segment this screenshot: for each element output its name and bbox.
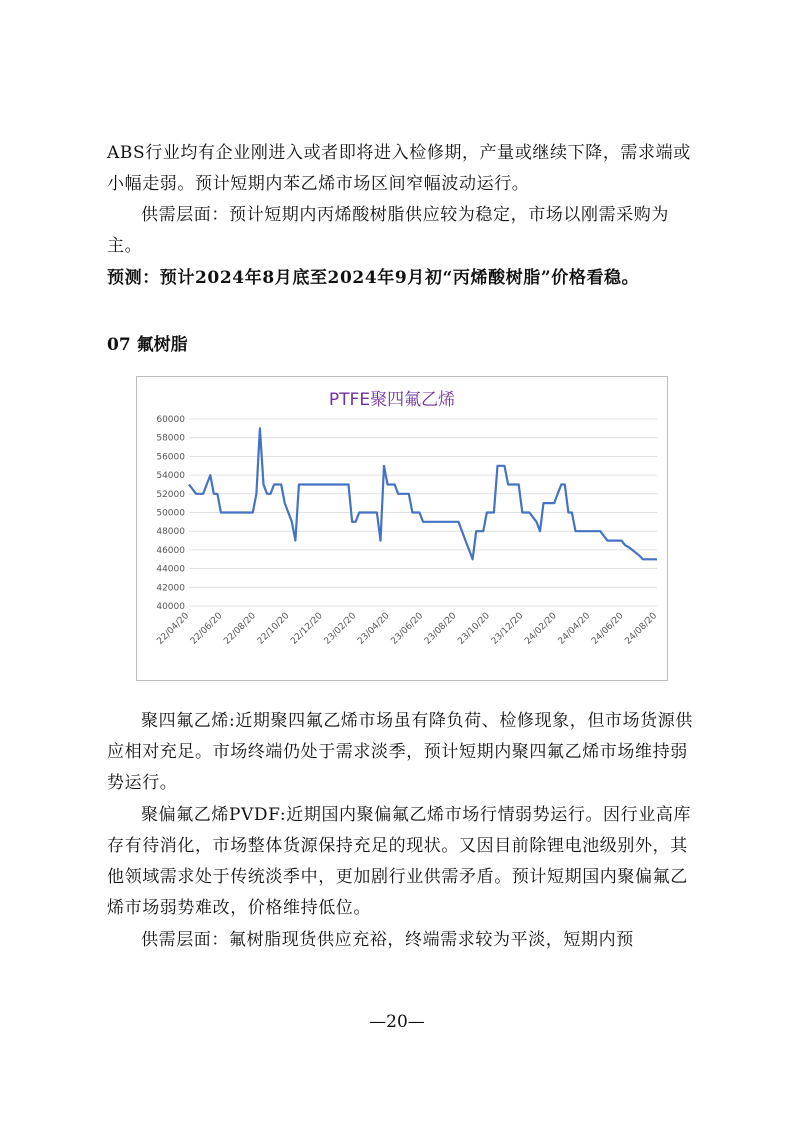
y-tick-label: 40000 <box>156 602 185 612</box>
x-tick-label: 22/06/20 <box>188 611 225 647</box>
x-tick-label: 22/10/20 <box>255 611 292 647</box>
paragraph-supply-demand-fluororesin: 供需层面：氟树脂现货供应充裕，终端需求较为平淡，短期内预 <box>141 930 634 950</box>
y-tick-label: 50000 <box>156 508 185 519</box>
chart-x-axis <box>155 611 659 647</box>
x-tick-label: 23/10/20 <box>456 611 492 647</box>
x-tick-label: 22/08/20 <box>222 611 258 647</box>
y-tick-label: 42000 <box>156 583 185 594</box>
x-tick-label: 22/04/20 <box>155 611 192 647</box>
paragraph-forecast-acrylic: 预测：预计2024年8月底至2024年9月初“丙烯酸树脂”价格看稳。 <box>107 268 640 288</box>
paragraph-supply-demand-acrylic: 供需层面：预计短期内丙烯酸树脂供应较为稳定，市场以刚需采购为主。 <box>107 205 669 256</box>
x-tick-label: 23/12/20 <box>489 611 526 647</box>
x-tick-label: 23/06/20 <box>389 611 426 647</box>
page-number: —20— <box>369 1012 425 1032</box>
y-tick-label: 54000 <box>156 471 185 482</box>
y-tick-label: 48000 <box>156 527 185 538</box>
y-tick-label: 46000 <box>156 545 185 556</box>
chart-title: PTFE聚四氟乙烯 <box>328 390 456 410</box>
chart-y-axis <box>156 415 185 612</box>
y-tick-label: 60000 <box>156 415 185 425</box>
chart-canvas <box>137 377 667 680</box>
y-tick-label: 56000 <box>156 452 185 463</box>
paragraph-abs-demand: ABS行业均有企业刚进入或者即将进入检修期，产量或继续下降，需求端或小幅走弱。预计短期内苯乙烯市场区间窄幅波动运行。 <box>107 143 691 194</box>
paragraph-ptfe-market: 聚四氟乙烯:近期聚四氟乙烯市场虽有降负荷、检修现象，但市场货源供应相对充足。市场终端仍处于需求淡季，预计短期内聚四氟乙烯市场维持弱势运行。 <box>107 711 693 793</box>
x-tick-label: 23/04/20 <box>356 611 392 647</box>
y-tick-label: 58000 <box>156 433 185 444</box>
x-tick-label: 24/02/20 <box>523 611 559 647</box>
x-tick-label: 24/08/20 <box>623 611 660 647</box>
paragraph-pvdf-market: 聚偏氟乙烯PVDF:近期国内聚偏氟乙烯市场行情弱势运行。因行业高库存有待消化，市场整体货源保持充足的现状。又因目前除锂电池级别外，其他领域需求处于传统淡季中，更加剧行业供需矛盾。预计短期国内聚偏氟乙烯市场弱势难改，价格维持低位。 <box>107 805 692 918</box>
y-tick-label: 44000 <box>156 564 185 575</box>
x-tick-label: 24/04/20 <box>556 611 593 647</box>
x-tick-label: 24/06/20 <box>590 611 626 647</box>
x-tick-label: 22/12/20 <box>289 611 325 647</box>
y-tick-label: 52000 <box>156 489 185 500</box>
ptfe-price-chart <box>136 376 668 681</box>
x-tick-label: 23/08/20 <box>422 611 459 647</box>
section-heading-fluororesin: 07 氟树脂 <box>107 335 188 355</box>
x-tick-label: 23/02/20 <box>322 611 359 647</box>
